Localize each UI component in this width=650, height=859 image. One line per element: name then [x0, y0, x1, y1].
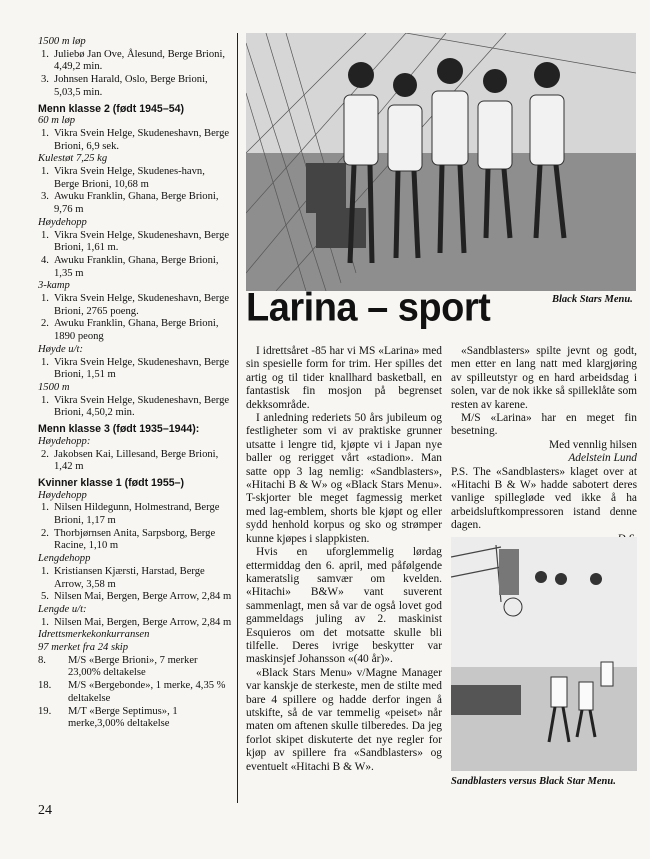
result-item: [38, 655, 232, 680]
result-rank: 3.: [41, 191, 49, 203]
event-name: Høyde u/t:: [38, 343, 84, 355]
result-rank: 2.: [41, 318, 49, 330]
result-text: Nilsen Mai, Bergen, Berge Arrow, 2,84 m: [54, 591, 232, 603]
signature: Adelstein Lund: [568, 452, 637, 465]
result-text: Vikra Svein Helge, Skudeneshavn, Berge Brioni, 1,51 m: [54, 356, 230, 381]
result-rank: 1.: [41, 356, 49, 368]
result-item: [38, 293, 232, 318]
result-text: Vikra Svein Helge, Skudeneshavn, Berge Brioni, 4,50,2 min.: [54, 394, 230, 419]
result-text: M/S «Bergebonde», 1 merke, 4,35 % deltakelse: [68, 680, 226, 704]
result-item: [38, 680, 232, 705]
result-rank: 4.: [41, 254, 49, 266]
result-text: Nilsen Hildegunn, Holmestrand, Berge Brioni, 1,17 m: [54, 502, 220, 527]
results-column: [38, 36, 232, 731]
result-item: [38, 49, 232, 74]
event-name: Lengdehopp: [38, 553, 91, 565]
article-body-right: [451, 345, 637, 546]
result-rank: 3.: [41, 74, 49, 86]
class-heading: Menn klasse 2 (født 1945–54): [38, 102, 185, 115]
column-divider: [237, 33, 238, 803]
photo-basketball-game: [451, 537, 637, 771]
result-list: [38, 617, 232, 630]
result-rank: 1.: [41, 229, 49, 241]
result-rank: 8.: [38, 654, 46, 666]
greeting: Med vennlig hilsen: [549, 438, 637, 451]
contest-heading: Idrettsmerkekonkurransen: [38, 629, 150, 641]
result-rank: 2.: [41, 448, 49, 460]
result-list: [38, 128, 232, 153]
article-paragraph: M/S «Larina» har en meget fin besetning.: [451, 412, 637, 438]
result-text: M/T «Berge Septimus», 1 merke,3,00% deltakelse: [68, 705, 178, 730]
article-paragraph: «Sandblasters» spilte jevnt og godt, men etter en lang natt med klargjøring av spilleutstyr og en hard arbeidsdag i solen, var de nok ikke så spilleklåte som resten av karene.: [451, 345, 637, 411]
article-paragraph: I anledning rederiets 50 års jubileum og festligheter som vi av praktiske grunner utsatte i lengre tid, kjøpte vi i Japan nye baller og rerigget vårt «stadion». Man satte opp 3 lag nemlig: «Sandblasters», «Hitachi B & W» og «Black Stars Menu». T-skjorter ble meget fagmessig merket med lag-emblem, shorts ble kjøpt og eller sydd henhold korpus og sko og strømper kunne kjøpes i slappkisten.: [246, 412, 442, 545]
result-item: [38, 191, 232, 216]
team-photo-illustration: [246, 33, 636, 291]
result-item: [38, 566, 232, 591]
result-text: Awuku Franklin, Ghana, Berge Brioni, 1890 peong: [54, 318, 219, 343]
article-paragraph: I idrettsåret -85 har vi MS «Larina» med sin spesielle form for trim. Her spilles det artig og til tider knallhard basketball, en fantastisk fin mosjon på begrenset dekksområde.: [246, 345, 442, 411]
event-name: 1500 m: [38, 381, 70, 393]
result-rank: 1.: [41, 565, 49, 577]
event-name: 60 m løp: [38, 115, 76, 127]
result-rank: 1.: [41, 166, 49, 178]
page-number: 24: [38, 803, 52, 818]
event-name: Kulestøt 7,25 kg: [38, 153, 108, 165]
event-name: Lengde u/t:: [38, 603, 87, 615]
class-heading: Kvinner klasse 1 (født 1955–): [38, 476, 185, 489]
result-rank: 1.: [41, 394, 49, 406]
result-text: Nilsen Mai, Bergen, Berge Arrow, 2,84 m: [54, 616, 232, 628]
result-list: [38, 230, 232, 281]
class-heading: Menn klasse 3 (født 1935–1944):: [38, 423, 200, 436]
result-item: [38, 528, 232, 553]
result-text: Vikra Svein Helge, Skudeneshavn, Berge Brioni, 2765 poeng.: [54, 293, 230, 317]
result-text: Juliebø Jan Ove, Ålesund, Berge Brioni, 4,49,2 min.: [54, 48, 226, 73]
article-paragraph: Hvis en uforglemmelig lørdag ettermiddag den 6. april, med påfølgende kameratslig samvær om kvelden. «Hitachi» B&W» vant suverent sammenlagt, men så var de også lovet god gammeldags juling av 2. maskinist Esquieros om det motsatte skulle bli tilfelle. Deres ivrige beskytter var maskinsjef Johansson «(40 år)».: [246, 546, 442, 666]
result-text: Vikra Svein Helge, Skudenes-havn, Berge Brioni, 10,68 m: [54, 166, 205, 190]
result-list: [38, 655, 232, 731]
result-rank: 2.: [41, 527, 49, 539]
caption-black-stars-menu: Black Stars Menu.: [552, 294, 633, 305]
postscript: P.S. The «Sandblasters» klaget over at «Hitachi B & W» hadde sabotert deres vanlige spillegløde ved ikke å ha arbeidsluftkompressoren istand denne dagen.: [451, 465, 637, 532]
result-item: [38, 617, 232, 630]
result-list: [38, 566, 232, 604]
result-item: [38, 395, 232, 420]
result-rank: 19.: [38, 705, 52, 717]
result-list: [38, 502, 232, 553]
result-list: [38, 166, 232, 217]
result-item: [38, 591, 232, 604]
result-item: [38, 706, 232, 731]
event-name: Høydehopp: [38, 216, 87, 228]
result-text: Awuku Franklin, Ghana, Berge Brioni, 9,76 m: [54, 191, 219, 216]
result-text: Awuku Franklin, Ghana, Berge Brioni, 1,35 m: [54, 254, 219, 279]
result-rank: 1.: [41, 127, 49, 139]
result-rank: 1.: [41, 502, 49, 514]
result-item: [38, 502, 232, 527]
article-body-middle: [246, 345, 442, 774]
result-rank: 1.: [41, 48, 49, 60]
result-rank: 1.: [41, 293, 49, 305]
result-item: [38, 128, 232, 153]
result-text: Thorbjørnsen Anita, Sarpsborg, Berge Racine, 1,10 m: [54, 527, 216, 552]
event-name: 3-kamp: [38, 280, 70, 292]
caption-basketball-game: Sandblasters versus Black Star Menu.: [451, 776, 616, 787]
event-name: Høydehopp: [38, 489, 87, 501]
result-text: Vikra Svein Helge, Skudeneshavn, Berge Brioni, 6,9 sek.: [54, 127, 230, 152]
result-item: [38, 74, 232, 99]
event-name: 1500 m løp: [38, 36, 86, 47]
result-list: [38, 49, 232, 100]
result-item: [38, 318, 232, 343]
event-name: Høydehopp:: [38, 435, 91, 447]
article-paragraph: «Black Stars Menu» v/Magne Manager var kanskje de sterkeste, men de stilte med bare 4 spillere og hadde derfor ingen å utskifte, så de var temmelig «peiset» når maten om aftenen skulle tilberedes. Da jeg forlot skipet diskuterte det nye regler for kjøp av spillere fra «Sandblasters» og eventuelt «Hitachi B & W».: [246, 666, 442, 773]
result-text: M/S «Berge Brioni», 7 merker 23,00% deltakelse: [68, 654, 198, 679]
result-rank: 1.: [41, 616, 49, 628]
result-text: Vikra Svein Helge, Skudeneshavn, Berge Brioni, 1,61 m.: [54, 229, 230, 254]
result-list: [38, 293, 232, 344]
result-item: [38, 230, 232, 255]
result-item: [38, 166, 232, 191]
result-list: [38, 357, 232, 382]
result-item: [38, 357, 232, 382]
result-text: Kristiansen Kjærsti, Harstad, Berge Arrow, 3,58 m: [54, 565, 205, 590]
photo-black-stars-menu: [246, 33, 636, 291]
result-item: [38, 449, 232, 474]
result-text: Johnsen Harald, Oslo, Berge Brioni, 5,03,5 min.: [54, 74, 208, 98]
contest-subheading: 97 merket fra 24 skip: [38, 642, 129, 654]
result-list: [38, 449, 232, 474]
result-rank: 18.: [38, 680, 52, 692]
article-headline: Larina – sport: [246, 285, 491, 331]
result-text: Jakobsen Kai, Lillesand, Berge Brioni, 1,42 m: [54, 448, 219, 473]
result-list: [38, 395, 232, 420]
result-rank: 5.: [41, 591, 49, 603]
basketball-photo-illustration: [451, 537, 637, 771]
result-item: [38, 255, 232, 280]
